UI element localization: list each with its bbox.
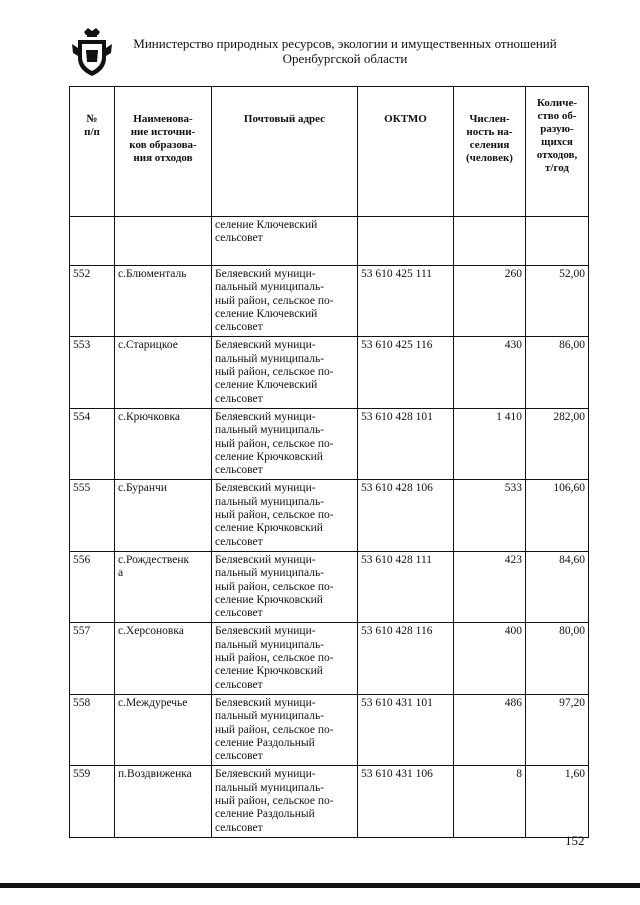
oktmo-cell: 53 610 425 111	[358, 266, 454, 337]
waste-amount-cell: 97,20	[526, 694, 589, 765]
population-cell: 400	[454, 623, 526, 694]
oktmo-cell: 53 610 428 111	[358, 551, 454, 622]
col-header-oktmo	[358, 87, 454, 217]
table-row-continuation	[70, 217, 589, 266]
source-name-cell: с.Буранчи	[115, 480, 212, 551]
waste-sources-table	[69, 86, 589, 838]
column-header-label: Числен- ность на- селения (человек)	[466, 113, 513, 164]
table-row	[70, 623, 589, 694]
col-header-number	[70, 87, 115, 217]
col-header-address	[212, 87, 358, 217]
table-row	[70, 337, 589, 408]
page-number: 152	[565, 833, 585, 848]
document-header	[130, 36, 560, 66]
waste-amount-cell: 80,00	[526, 623, 589, 694]
column-header-label: Почтовый адрес	[243, 113, 326, 125]
oktmo-cell: 53 610 428 106	[358, 480, 454, 551]
bottom-rule	[0, 883, 640, 888]
row-number-cell: 558	[70, 694, 115, 765]
row-number-cell: 557	[70, 623, 115, 694]
row-number-cell: 559	[70, 766, 115, 837]
table-row	[70, 408, 589, 479]
column-header-label: Количе- ство об- разую- щихся отходов, т/год	[536, 97, 578, 174]
address-cell	[212, 217, 358, 266]
column-header-label: Наименова- ние источни- ков образова- ния отходов	[129, 113, 197, 164]
oktmo-cell: 53 610 431 106	[358, 766, 454, 837]
continued-address-text: селение Ключевский сельсовет	[215, 219, 318, 245]
waste-amount-cell: 282,00	[526, 408, 589, 479]
population-cell: 8	[454, 766, 526, 837]
table-header-row	[70, 87, 589, 217]
row-number-cell: 554	[70, 408, 115, 479]
address-cell: Беляевский муници- пальный муниципаль- ный район, сельское по- селение Раздольный сельсовет	[212, 766, 358, 837]
col-header-source-name	[115, 87, 212, 217]
row-number-cell: 556	[70, 551, 115, 622]
row-number-cell: 552	[70, 266, 115, 337]
waste-amount-cell: 52,00	[526, 266, 589, 337]
ministry-name: Министерство природных ресурсов, экологии и имущественных отношений	[133, 36, 557, 51]
population-cell: 260	[454, 266, 526, 337]
column-header-label: ОКТМО	[384, 113, 427, 125]
source-name-cell: с.Крючковка	[115, 408, 212, 479]
source-name-cell: п.Воздвиженка	[115, 766, 212, 837]
population-cell: 430	[454, 337, 526, 408]
population-cell: 486	[454, 694, 526, 765]
oktmo-cell: 53 610 428 101	[358, 408, 454, 479]
table-row	[70, 480, 589, 551]
table-row	[70, 766, 589, 837]
region-name: Оренбургской области	[282, 51, 408, 66]
waste-amount-cell: 106,60	[526, 480, 589, 551]
col-header-waste-amount	[526, 87, 589, 217]
address-cell: Беляевский муници- пальный муниципаль- ный район, сельское по- селение Крючковский сельсовет	[212, 480, 358, 551]
population-cell: 423	[454, 551, 526, 622]
col-header-population	[454, 87, 526, 217]
coat-of-arms-icon	[70, 26, 114, 78]
oktmo-cell: 53 610 431 101	[358, 694, 454, 765]
population-cell: 1 410	[454, 408, 526, 479]
waste-amount-cell: 84,60	[526, 551, 589, 622]
address-cell: Беляевский муници- пальный муниципаль- ный район, сельское по- селение Крючковский сельсовет	[212, 623, 358, 694]
address-cell: Беляевский муници- пальный муниципаль- ный район, сельское по- селение Ключевский сельсовет	[212, 266, 358, 337]
column-header-label: № п/п	[84, 113, 100, 138]
waste-amount-cell: 1,60	[526, 766, 589, 837]
source-name-cell: с.Междуречье	[115, 694, 212, 765]
table-row	[70, 694, 589, 765]
address-cell: Беляевский муници- пальный муниципаль- ный район, сельское по- селение Крючковский сельсовет	[212, 408, 358, 479]
oktmo-cell: 53 610 428 116	[358, 623, 454, 694]
table-row	[70, 551, 589, 622]
source-name-cell: с.Рождественк а	[115, 551, 212, 622]
population-cell: 533	[454, 480, 526, 551]
oktmo-cell: 53 610 425 116	[358, 337, 454, 408]
address-cell: Беляевский муници- пальный муниципаль- ный район, сельское по- селение Ключевский сельсовет	[212, 337, 358, 408]
row-number-cell: 555	[70, 480, 115, 551]
address-cell: Беляевский муници- пальный муниципаль- ный район, сельское по- селение Крючковский сельсовет	[212, 551, 358, 622]
source-name-cell: с.Херсоновка	[115, 623, 212, 694]
source-name-cell: с.Старицкое	[115, 337, 212, 408]
row-number-cell: 553	[70, 337, 115, 408]
address-cell: Беляевский муници- пальный муниципаль- ный район, сельское по- селение Раздольный сельсовет	[212, 694, 358, 765]
table-row	[70, 266, 589, 337]
source-name-cell: с.Блюменталь	[115, 266, 212, 337]
waste-amount-cell: 86,00	[526, 337, 589, 408]
